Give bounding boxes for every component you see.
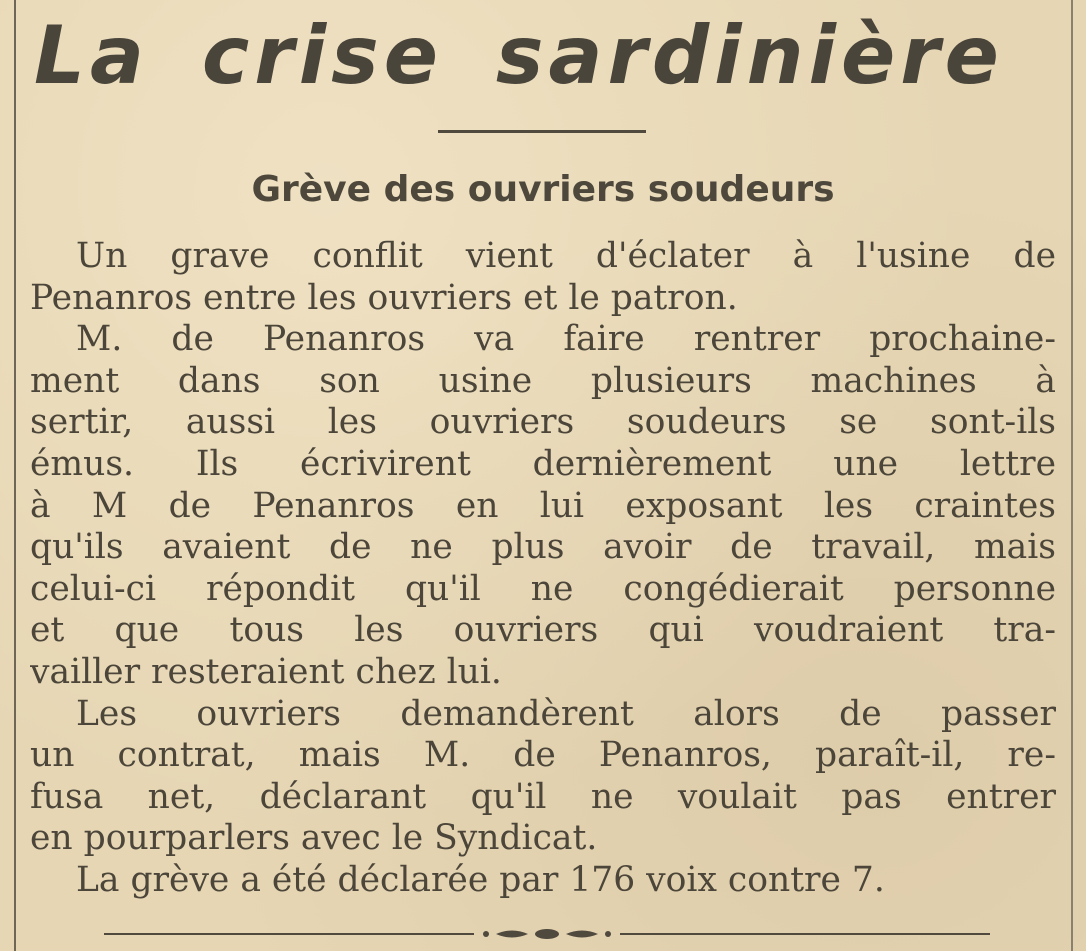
- article-body: [30, 236, 1056, 902]
- paragraph-3-line-3: fusa net, déclarant qu'il ne voulait pas entrer: [30, 776, 1056, 817]
- paragraph-2-line-7: celui-ci répondit qu'il ne congédierait personne: [30, 568, 1056, 609]
- article-subheadline: Grève des ouvriers soudeurs: [251, 169, 835, 210]
- paragraph-2-line-5: à M de Penanros en lui exposant les craintes: [30, 485, 1056, 526]
- paragraph-2-line-8: et que tous les ouvriers qui voudraient tra-: [30, 610, 1056, 651]
- paragraph-2-line-6: qu'ils avaient de ne plus avoir de travail, mais: [30, 527, 1056, 568]
- paragraph-2-line-4: émus. Ils écrivirent dernièrement une lettre: [30, 443, 1056, 484]
- article-headline: La crise sardinière: [34, 9, 1004, 102]
- column-rule-left: [14, 0, 16, 951]
- paragraph-4-line-1: La grève a été déclarée par 176 voix contre 7.: [76, 859, 885, 900]
- paragraph-2-line-2: ment dans son usine plusieurs machines à: [30, 360, 1056, 401]
- column-rule-right: [1071, 0, 1073, 951]
- paragraph-2-line-3: sertir, aussi les ouvriers soudeurs se sont-ils: [30, 402, 1056, 443]
- paragraph-2-line-9: vailler resteraient chez lui.: [30, 651, 502, 692]
- paragraph-2-line-1: M. de Penanros va faire rentrer prochaine-: [76, 319, 1056, 360]
- paragraph-3-line-1: Les ouvriers demandèrent alors de passer: [76, 693, 1056, 734]
- closing-ornament-rule: [104, 924, 990, 944]
- paragraph-1-line-2: Penanros entre les ouvriers et le patron.: [30, 277, 738, 318]
- paragraph-1-line-1: Un grave conflit vient d'éclater à l'usine de: [76, 236, 1056, 276]
- paragraph-3-line-4: en pourparlers avec le Syndicat.: [30, 818, 598, 859]
- paragraph-3-line-2: un contrat, mais M. de Penanros, paraît-il, re-: [30, 735, 1056, 776]
- headline-divider: [438, 130, 646, 133]
